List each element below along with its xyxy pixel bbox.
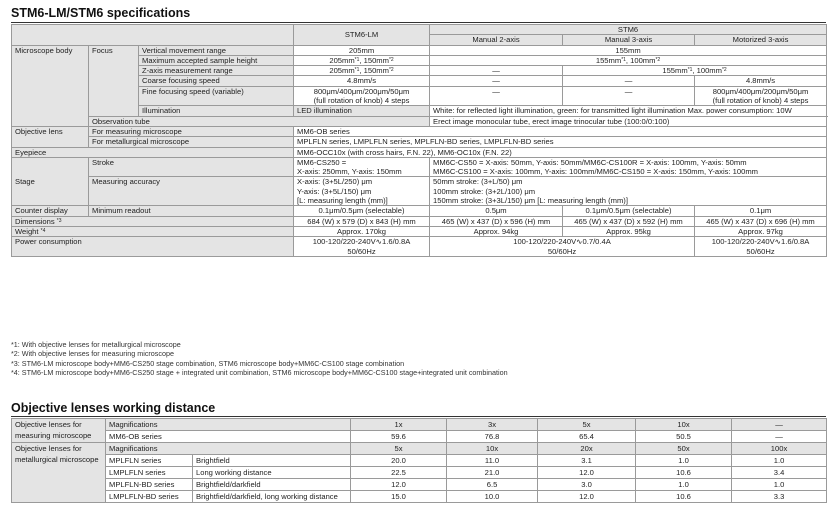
msh-lm: $205mm^{*1}$, $150mm^{*2}$: [294, 55, 430, 65]
wd-mm6ob-value: 59.6: [351, 431, 447, 443]
readout-label: Minimum readout: [89, 206, 294, 216]
wd-mm6ob-name: MM6-OB series: [106, 431, 351, 443]
eyepiece-value: MM6-OCC10x (with cross hairs, F.N. 22), MM6-OC10x (F.N. 22): [294, 147, 827, 157]
vmr-lm: 205mm: [294, 45, 430, 55]
fine-m3: —: [563, 86, 695, 106]
coarse-mot: 4.8mm/s: [695, 76, 827, 86]
counter-label: Counter display: [12, 206, 89, 216]
for-metallurgical-label: For metallurgical microscope: [89, 137, 294, 147]
wd-mm6ob-value: 65.4: [538, 431, 636, 443]
wd-title-rule: [11, 416, 826, 417]
dim-m3: 465 (W) x 437 (D) x 592 (H) mm: [563, 216, 695, 226]
obj-met-value: MPLFLN series, LMPLFLN series, MPLFLN-BD series, LMPLFLN-BD series: [294, 137, 827, 147]
vmr-stm6: 155mm: [430, 45, 827, 55]
stroke-stm6: MM6C-CS50 = X-axis: 50mm, Y-axis: 50mm/MM6C-CS100R = X-axis: 100mm, Y-axis: 50mm MM6C-CS100 = X-axis: 100mm, Y-axis: 100mm/MM6C-CS150 = X-axis: 150mm, Y-axis: 100mm: [430, 157, 827, 177]
header-stm6: STM6: [430, 25, 827, 35]
fine-mot: 800μm/400μm/200μm/50μm (full rotation of knob) 4 steps: [695, 86, 827, 106]
footnote-4: *4: STM6-LM microscope body+MM6-CS250 stage + integrated unit combination, STM6 microscope body+MM6C-CS100 stage+integrated unit combination: [11, 367, 508, 377]
pw-manual: 100-120/220-240V∿0.7/0.4A 50/60Hz: [430, 237, 695, 257]
vmr-label: Vertical movement range: [139, 45, 294, 55]
wt-lm: Approx. 170kg: [294, 226, 430, 236]
footnotes: [11, 340, 508, 377]
header-blank: [12, 25, 294, 46]
for-measuring-label: For measuring microscope: [89, 126, 294, 136]
wd-row-value: 10.0: [447, 491, 538, 503]
fine-label: Fine focusing speed (variable): [139, 86, 294, 106]
wt-m3: Approx. 95kg: [563, 226, 695, 236]
wd-met-mag: 5x: [351, 443, 447, 455]
wd-row-value: 3.3: [732, 491, 827, 503]
stage-label: Stage: [12, 157, 89, 205]
readout-m3: 0.1μm/0.5μm (selectable): [563, 206, 695, 216]
wd-title: Objective lenses working distance: [11, 401, 216, 415]
coarse-label: Coarse focusing speed: [139, 76, 294, 86]
wd-row-value: 12.0: [538, 467, 636, 479]
dimensions-label: Dimensions $^{*3}$: [12, 216, 294, 226]
wd-row-value: 12.0: [351, 479, 447, 491]
wd-meas-mag-label: Magnifications: [106, 419, 351, 431]
focus-label: Focus: [89, 45, 139, 116]
wd-mm6ob-value: —: [732, 431, 827, 443]
footnote-2: *2: With objective lenses for measuring microscope: [11, 349, 174, 359]
msh-stm6: $155mm^{*1}$, $100mm^{*2}$: [430, 55, 827, 65]
wd-row-name: MPLFLN-BD series: [106, 479, 193, 491]
spec-title: STM6-LM/STM6 specifications: [11, 6, 191, 20]
z-m3: $155mm^{*1}$, $100mm^{*2}$: [563, 66, 827, 76]
wd-met-label: Objective lenses for metallurgical microscope: [12, 443, 106, 503]
readout-lm: 0.1μm/0.5μm (selectable): [294, 206, 430, 216]
wd-meas-label: Objective lenses for measuring microscope: [12, 419, 106, 443]
footnote-1: *1: With objective lenses for metallurgical microscope: [11, 340, 181, 349]
footnote-3: *3: STM6-LM microscope body+MM6-CS250 stage combination, STM6 microscope body+MM6C-CS100 stage combination: [11, 358, 405, 368]
stroke-lm: MM6-CS250 = X-axis: 250mm, Y-axis: 150mm: [294, 157, 430, 177]
wt-m2: Approx. 94kg: [430, 226, 563, 236]
obj-meas-value: MM6-OB series: [294, 126, 827, 136]
accuracy-label: Measuring accuracy: [89, 177, 294, 206]
wd-row-value: 15.0: [351, 491, 447, 503]
z-m2: —: [430, 66, 563, 76]
wd-table: [11, 418, 827, 503]
illumination-label: Illumination: [139, 106, 294, 116]
wd-row-value: 6.5: [447, 479, 538, 491]
accuracy-stm6: 50mm stroke: (3+L/50) μm 100mm stroke: (3+2L/100) μm 150mm stroke: (3+3L/150) μm [L: measuring length (mm)]: [430, 177, 827, 206]
wd-row-value: 11.0: [447, 455, 538, 467]
dim-lm: 684 (W) x 579 (D) x 843 (H) mm: [294, 216, 430, 226]
wd-row-value: 21.0: [447, 467, 538, 479]
readout-mot: 0.1μm: [695, 206, 827, 216]
wt-mot: Approx. 97kg: [695, 226, 827, 236]
wd-row-value: 10.6: [636, 467, 732, 479]
pw-mot: 100-120/220-240V∿1.6/0.8A 50/60Hz: [695, 237, 827, 257]
objective-label: Objective lens: [12, 126, 89, 147]
weight-label: Weight $^{*4}$: [12, 226, 294, 236]
wd-mm6ob-value: 76.8: [447, 431, 538, 443]
stroke-label: Stroke: [89, 157, 294, 177]
wd-met-mag: 20x: [538, 443, 636, 455]
wd-row-value: 22.5: [351, 467, 447, 479]
wd-row-value: 3.0: [538, 479, 636, 491]
wd-mm6ob-value: 50.5: [636, 431, 732, 443]
wd-row-value: 1.0: [636, 479, 732, 491]
title-rule: [11, 22, 826, 23]
microscope-body-label: Microscope body: [12, 45, 89, 126]
fine-lm: 800μm/400μm/200μm/50μm (full rotation of knob) 4 steps: [294, 86, 430, 106]
wd-met-mag: 50x: [636, 443, 732, 455]
wd-meas-mag: —: [732, 419, 827, 431]
tube-value: Erect image monocular tube, erect image trinocular tube (100:0/0:100): [430, 116, 827, 126]
coarse-lm: 4.8mm/s: [294, 76, 430, 86]
coarse-m3: —: [563, 76, 695, 86]
header-manual3: Manual 3-axis: [563, 35, 695, 45]
spec-table: [11, 24, 827, 257]
wd-meas-mag: 10x: [636, 419, 732, 431]
wd-row-name: LMPLFLN series: [106, 467, 193, 479]
wd-row-type: Brightfield/darkfield, long working distance: [193, 491, 351, 503]
wd-meas-mag: 5x: [538, 419, 636, 431]
wd-row-name: MPLFLN series: [106, 455, 193, 467]
wd-row-value: 10.6: [636, 491, 732, 503]
wd-met-mag: 10x: [447, 443, 538, 455]
z-label: Z-axis measurement range: [139, 66, 294, 76]
readout-m2: 0.5μm: [430, 206, 563, 216]
wd-row-type: Brightfield: [193, 455, 351, 467]
wd-row-type: Long working distance: [193, 467, 351, 479]
power-label: Power consumption: [12, 237, 294, 257]
wd-row-type: Brightfield/darkfield: [193, 479, 351, 491]
wd-row-value: 1.0: [732, 455, 827, 467]
accuracy-lm: X-axis: (3+5L/250) μm Y-axis: (3+5L/150) μm [L: measuring length (mm)]: [294, 177, 430, 206]
tube-label: Observation tube: [89, 116, 430, 126]
fine-m2: —: [430, 86, 563, 106]
wd-row-value: 3.1: [538, 455, 636, 467]
header-motorized3: Motorized 3-axis: [695, 35, 827, 45]
wd-meas-mag: 3x: [447, 419, 538, 431]
wd-row-value: 12.0: [538, 491, 636, 503]
coarse-m2: —: [430, 76, 563, 86]
led-label: LED illumination: [294, 106, 430, 116]
wd-row-value: 20.0: [351, 455, 447, 467]
dim-m2: 465 (W) x 437 (D) x 596 (H) mm: [430, 216, 563, 226]
wd-met-mag-label: Magnifications: [106, 443, 351, 455]
led-value: White: for reflected light illumination, green: for transmitted light illumination Max. power consumption: 10W: [430, 106, 827, 116]
header-stm6lm: STM6-LM: [294, 25, 430, 46]
pw-lm: 100-120/220-240V∿1.6/0.8A 50/60Hz: [294, 237, 430, 257]
dim-mot: 465 (W) x 437 (D) x 696 (H) mm: [695, 216, 827, 226]
header-manual2: Manual 2-axis: [430, 35, 563, 45]
wd-meas-mag: 1x: [351, 419, 447, 431]
eyepiece-label: Eyepiece: [12, 147, 294, 157]
wd-row-value: 1.0: [732, 479, 827, 491]
wd-row-value: 3.4: [732, 467, 827, 479]
z-lm: $205mm^{*1}$, $150mm^{*2}$: [294, 66, 430, 76]
wd-row-name: LMPLFLN-BD series: [106, 491, 193, 503]
msh-label: Maximum accepted sample height: [139, 55, 294, 65]
wd-met-mag: 100x: [732, 443, 827, 455]
wd-row-value: 1.0: [636, 455, 732, 467]
